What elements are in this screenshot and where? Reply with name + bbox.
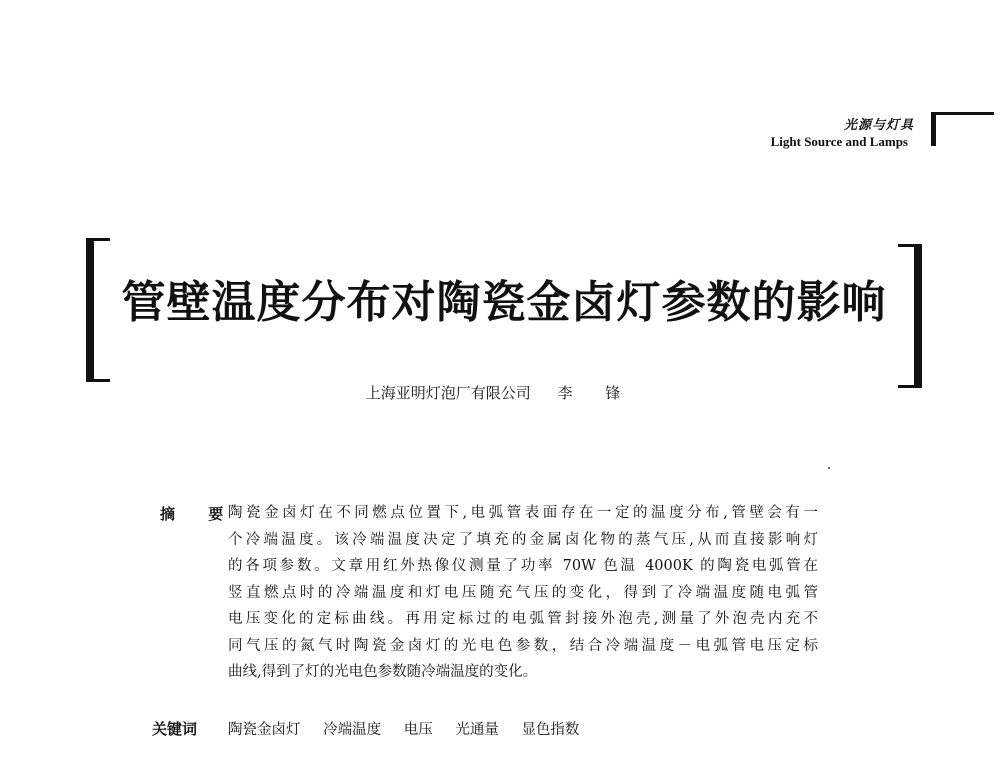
organization: 上海亚明灯泡厂有限公司 [365,384,531,402]
journal-name-en: Light Source and Lamps [770,134,908,149]
title-bracket-right [898,244,922,388]
abstract-body [228,500,818,686]
keyword: 光通量 [455,722,499,738]
paper-title: 管壁温度分布对陶瓷金卤灯参数的影响 [121,277,887,328]
keyword: 显色指数 [521,722,580,738]
journal-name-cn: 光源与灯具 [843,118,914,133]
scan-speck [828,467,830,469]
keyword: 电压 [403,722,433,738]
abstract-line: 的各项参数。文章用红外热像仪测量了功率 70W 色温 4000K 的陶瓷电弧管在 [228,558,818,574]
header-rule [934,112,994,115]
author: 李 锋 [557,384,635,402]
keywords-label: 关键词 [152,720,198,738]
abstract-line: 竖直燃点时的冷端温度和灯电压随充气压的变化，得到了冷端温度随电弧管 [228,584,818,601]
keywords-list [228,718,597,739]
abstract-line: 陶瓷金卤灯在不同燃点位置下,电弧管表面存在一定的温度分布,管壁会有一 [228,505,818,521]
title-bracket-left [86,238,110,382]
abstract-line: 同气压的氮气时陶瓷金卤灯的光电色参数，结合冷端温度－电弧管电压定标 [228,637,818,654]
abstract-label: 摘 要 [160,505,238,523]
keyword: 冷端温度 [323,722,382,738]
keyword: 陶瓷金卤灯 [228,722,301,738]
abstract-line: 曲线,得到了灯的光电色参数随冷端温度的变化。 [228,664,538,680]
abstract-line: 电压变化的定标曲线。再用定标过的电弧管封接外泡壳,测量了外泡壳内充不 [228,611,818,627]
affiliation-line [0,382,1000,403]
header-rule-vertical [931,112,936,146]
abstract-line: 个冷端温度。该冷端温度决定了填充的金属卤化物的蒸气压,从而直接影响灯 [228,531,818,548]
